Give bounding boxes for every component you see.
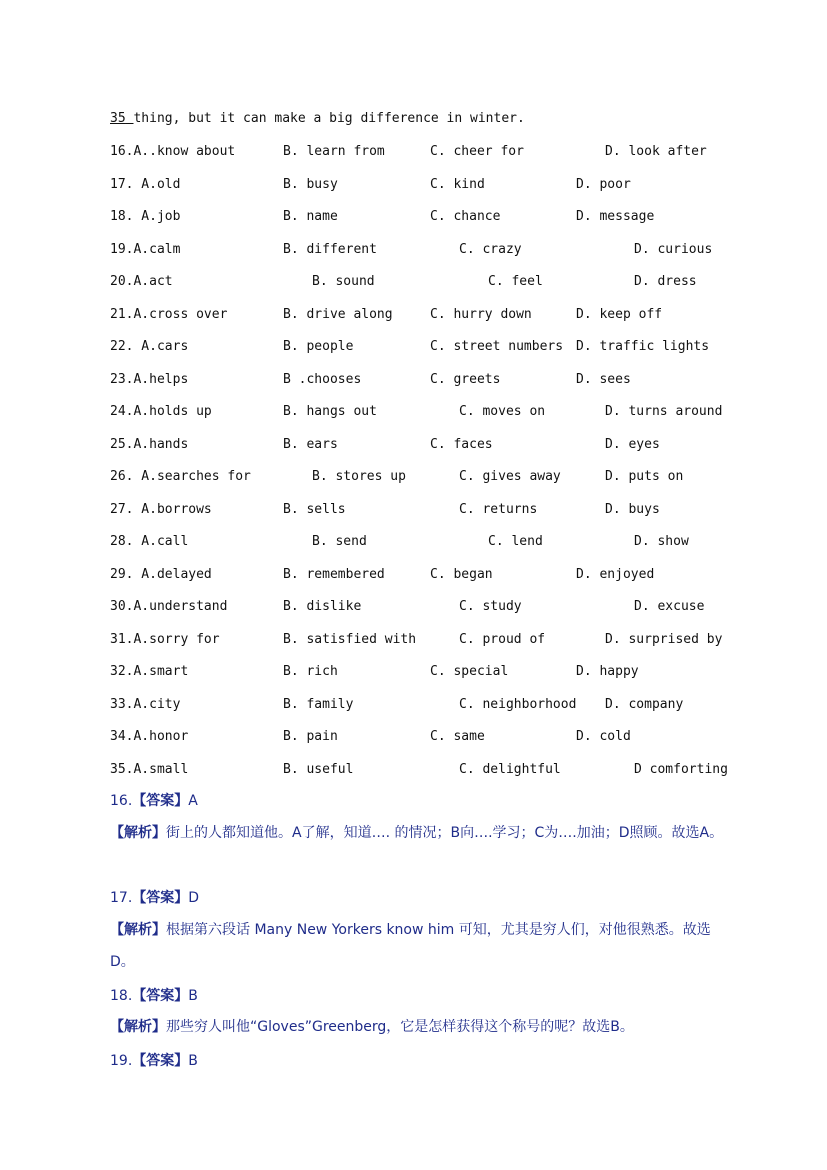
option-c: C. gives away [459, 469, 561, 484]
option-a [110, 729, 188, 744]
option-a-text: city [149, 697, 181, 712]
option-a [110, 307, 227, 322]
answer-number: 16. [110, 793, 133, 809]
option-d: D. dress [634, 274, 697, 289]
option-c: C. study [459, 599, 522, 614]
option-d: D. message [576, 209, 655, 224]
option-d: D. buys [605, 502, 660, 517]
option-c: C. special [430, 664, 509, 679]
option-d: D. turns around [605, 404, 723, 419]
option-c: C. same [430, 729, 485, 744]
question-number: 26. A. [110, 469, 157, 484]
answer-value: A [188, 793, 198, 809]
option-a-text: old [156, 177, 181, 192]
option-d: D. look after [605, 144, 707, 159]
answer-tag: 【答案】 [132, 793, 189, 809]
option-a [110, 599, 227, 614]
option-b: B. people [283, 339, 354, 354]
option-b: B. busy [283, 177, 338, 192]
option-d: D. enjoyed [576, 567, 655, 582]
question-number: 21.A. [110, 307, 150, 322]
question-number: 16.A.. [110, 144, 157, 159]
option-b: B. sells [283, 502, 346, 517]
option-a [110, 567, 212, 582]
question-number: 33.A. [110, 697, 150, 712]
option-b: B. remembered [283, 567, 385, 582]
answer-number: 17. [110, 890, 133, 906]
option-a-text: honor [149, 729, 189, 744]
option-a-text: cars [156, 339, 189, 354]
question-number: 25.A. [110, 437, 150, 452]
option-a [110, 242, 180, 257]
option-c: C. cheer for [430, 144, 524, 159]
option-c: C. kind [430, 177, 485, 192]
option-d: D. cold [576, 729, 631, 744]
analysis-text: 根据第六段话 Many New Yorkers know him 可知，尤其是穷人们，对他很熟悉。故选D。 [110, 922, 711, 970]
option-c: C. hurry down [430, 307, 532, 322]
option-a [110, 469, 251, 484]
option-c: C. feel [488, 274, 543, 289]
option-a-text: know about [156, 144, 236, 159]
option-a-text: delayed [156, 567, 212, 582]
option-c: C. returns [459, 502, 538, 517]
answer-tag: 【答案】 [132, 988, 189, 1004]
option-a [110, 502, 212, 517]
option-b: B. learn from [283, 144, 385, 159]
question-number: 22. A. [110, 339, 157, 354]
option-a [110, 274, 173, 289]
option-d: D. happy [576, 664, 639, 679]
option-d: D. traffic lights [576, 339, 710, 354]
answer-tag: 【答案】 [132, 890, 189, 906]
option-a-text: calm [149, 242, 181, 257]
passage-tail-line [110, 111, 525, 126]
option-c: C. proud of [459, 632, 546, 647]
option-a [110, 144, 235, 159]
option-a-text: cross over [149, 307, 228, 322]
question-number: 18. A. [110, 209, 157, 224]
option-d: D. poor [576, 177, 631, 192]
option-d: D. company [605, 697, 684, 712]
analysis-text: 那些穷人叫他“Gloves”Greenberg，它是怎样获得这个称号的呢？故选B。 [166, 1019, 634, 1035]
option-c: C. street numbers [430, 339, 564, 354]
analysis-tag: 【解析】 [110, 922, 166, 938]
option-a-text: smart [149, 664, 189, 679]
option-a-text: sorry for [149, 632, 220, 647]
question-number: 23.A. [110, 372, 150, 387]
option-b: B. hangs out [283, 404, 377, 419]
option-b: B. family [283, 697, 354, 712]
option-b: B. different [283, 242, 377, 257]
answer-tag: 【答案】 [132, 1053, 189, 1069]
option-b: B. satisfied with [283, 632, 417, 647]
answer-number: 19. [110, 1053, 133, 1069]
answer-17 [110, 887, 199, 907]
answer-18 [110, 985, 198, 1005]
question-number: 35.A. [110, 762, 150, 777]
option-d: D. show [634, 534, 689, 549]
option-c: C. neighborhood [459, 697, 577, 712]
option-a [110, 697, 180, 712]
option-a [110, 177, 180, 192]
option-b: B. drive along [283, 307, 393, 322]
analysis-tag: 【解析】 [110, 825, 166, 841]
question-number: 24.A. [110, 404, 150, 419]
analysis-text: 街上的人都知道他。A了解，知道…. 的情况；B向….学习；C为….加油；D照顾。故选A。 [166, 825, 724, 841]
answer-19 [110, 1050, 198, 1070]
option-c: C. greets [430, 372, 501, 387]
option-a [110, 762, 188, 777]
option-b: B. dislike [283, 599, 362, 614]
analysis-16 [110, 817, 725, 849]
question-number: 17. A. [110, 177, 157, 192]
analysis-18 [110, 1011, 725, 1043]
blank-number: 35 [110, 111, 126, 126]
option-b: B. name [283, 209, 338, 224]
option-b: B. useful [283, 762, 354, 777]
answer-value: B [188, 1053, 198, 1069]
option-d: D. sees [576, 372, 631, 387]
option-a-text: borrows [156, 502, 212, 517]
option-b: B. ears [283, 437, 338, 452]
option-a [110, 372, 188, 387]
option-d: D. surprised by [605, 632, 723, 647]
option-a [110, 632, 220, 647]
option-a [110, 339, 188, 354]
option-d: D. keep off [576, 307, 663, 322]
option-d: D. curious [634, 242, 713, 257]
option-c: C. delightful [459, 762, 561, 777]
question-number: 27. A. [110, 502, 157, 517]
option-c: C. crazy [459, 242, 522, 257]
question-number: 20.A. [110, 274, 150, 289]
passage-tail-text: thing, but it can make a big difference in winter. [133, 111, 525, 126]
option-a-text: small [149, 762, 189, 777]
option-d: D comforting [634, 762, 728, 777]
option-c: C. moves on [459, 404, 546, 419]
answer-value: D [188, 890, 200, 906]
option-b: B. send [312, 534, 367, 549]
option-b: B. sound [312, 274, 375, 289]
option-a-text: helps [149, 372, 189, 387]
option-b: B. stores up [312, 469, 406, 484]
option-d: D. eyes [605, 437, 660, 452]
option-a [110, 209, 180, 224]
option-b: B .chooses [283, 372, 362, 387]
option-d: D. excuse [634, 599, 705, 614]
option-a [110, 404, 212, 419]
option-c: C. began [430, 567, 493, 582]
option-a-text: holds up [149, 404, 212, 419]
answer-value: B [188, 988, 198, 1004]
question-number: 29. A. [110, 567, 157, 582]
option-a-text: job [156, 209, 181, 224]
question-number: 34.A. [110, 729, 150, 744]
option-a-text: understand [149, 599, 228, 614]
option-a [110, 534, 188, 549]
analysis-17 [110, 914, 725, 978]
answer-16 [110, 790, 198, 810]
option-c: C. lend [488, 534, 543, 549]
question-number: 28. A. [110, 534, 157, 549]
option-a [110, 664, 188, 679]
option-a-text: hands [149, 437, 189, 452]
answer-number: 18. [110, 988, 133, 1004]
option-d: D. puts on [605, 469, 684, 484]
option-c: C. faces [430, 437, 493, 452]
question-number: 32.A. [110, 664, 150, 679]
option-a-text: call [156, 534, 189, 549]
question-number: 30.A. [110, 599, 150, 614]
option-b: B. rich [283, 664, 338, 679]
option-a-text: searches for [156, 469, 251, 484]
option-a [110, 437, 188, 452]
question-number: 19.A. [110, 242, 150, 257]
question-number: 31.A. [110, 632, 150, 647]
option-b: B. pain [283, 729, 338, 744]
option-a-text: act [149, 274, 173, 289]
option-c: C. chance [430, 209, 501, 224]
analysis-tag: 【解析】 [110, 1019, 166, 1035]
